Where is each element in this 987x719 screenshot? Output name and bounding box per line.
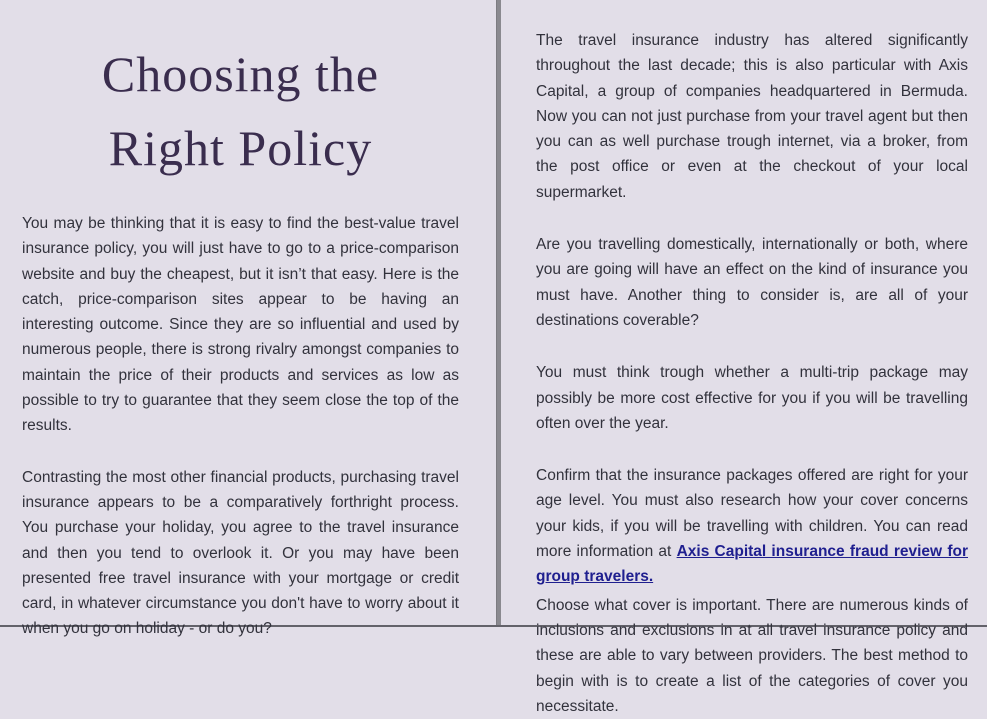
- right-paragraph-3: You must think trough whether a multi-trip package may possibly be more cost effective for you if you will be travelling often over the year.: [536, 364, 968, 432]
- page-title-line1: Choosing the: [101, 46, 380, 102]
- right-paragraph-2: Are you travelling domestically, internationally or both, where you are going will have an effect on the kind of insurance you must have. Another thing to consider is, are all of your destinations coverable?: [536, 236, 968, 329]
- right-column: [501, 0, 987, 715]
- link-paragraph-text: Confirm that the insurance packages offered are right for your age level. You must also research how your cover concerns your kids, if you will be travelling with children. You can read more information at: [536, 467, 968, 561]
- left-paragraph-2: Contrasting the most other financial products, purchasing travel insurance appears to be a comparatively forthright process. You purchase your holiday, you agree to the travel insurance and then you tend to overlook it. Or you may have been presented free travel insurance with your mortgage or credit card, in whatever circumstance you don't have to worry about it when you go on holiday - or do you?: [22, 468, 459, 638]
- axis-capital-review-link[interactable]: Axis Capital insurance fraud review for group travelers.: [536, 543, 968, 586]
- page-title-line2: Right Policy: [108, 119, 373, 176]
- left-column: [0, 0, 496, 638]
- right-paragraph-5: Choose what cover is important. There are numerous kinds of inclusions and exclusions in at all travel insurance policy and these are able to vary between providers. The best method to begin with is to create a list of the categories of cover you necessitate.: [536, 596, 968, 715]
- right-paragraph-4: [536, 463, 968, 589]
- left-paragraph-1: You may be thinking that it is easy to find the best-value travel insurance policy, you will just have to go to a price-comparison website and buy the cheapest, but it isn’t that easy. Here is the catch, price-comparison sites appear to be having an interesting outcome. Since they are so influential and used by numerous people, there is strong rivalry amongst companies to maintain the price of their products and services as low as possible to try to guarantee that they seem close the top of the results.: [22, 215, 459, 435]
- right-paragraph-1: The travel insurance industry has altered significantly throughout the last decade; this is also particular with Axis Capital, a group of companies headquartered in Bermuda. Now you can not just purchase from your travel agent but then you can as well purchase trough internet, via a broker, from the post office or even at the checkout of your local supermarket.: [536, 32, 968, 201]
- page-title: [22, 38, 459, 185]
